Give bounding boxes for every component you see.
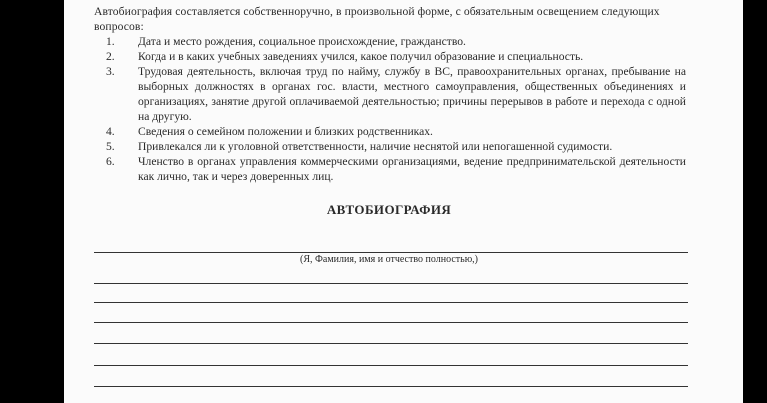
item-text: Дата и место рождения, социальное происхождение, гражданство. bbox=[138, 35, 466, 48]
document-title: АВТОБИОГРАФИЯ bbox=[326, 202, 452, 217]
list-item bbox=[106, 124, 686, 139]
writing-line bbox=[94, 343, 688, 344]
writing-line bbox=[94, 386, 688, 387]
item-number: 6. bbox=[106, 155, 115, 168]
item-text: Трудовая деятельность, включая труд по найму, службу в ВС, правоохранительных органах, пребывание на выборных должностях в органах гос. власти, местного самоуправления, общественных объединениях и организациях, занятие другой оплачиваемой деятельностью; причины перерывов в работе и перехода с одной на другую. bbox=[138, 65, 686, 123]
document-page bbox=[64, 0, 743, 403]
list-item bbox=[106, 34, 686, 49]
list-item bbox=[106, 49, 686, 64]
intro-text: Автобиография составляется собственноручно, в произвольной форме, с обязательным освещением следующих вопросов: bbox=[94, 5, 660, 33]
item-text: Сведения о семейном положении и близких родственниках. bbox=[138, 125, 433, 138]
writing-line bbox=[94, 283, 688, 284]
item-text: Членство в органах управления коммерческими организациями, ведение предпринимательской деятельности как лично, так и через доверенных лиц. bbox=[138, 155, 686, 183]
name-hint: (Я, Фамилия, имя и отчество полностью,) bbox=[300, 254, 478, 265]
item-number: 1. bbox=[106, 35, 115, 48]
item-number: 4. bbox=[106, 125, 115, 138]
name-line bbox=[94, 252, 688, 253]
item-text: Когда и в каких учебных заведениях учился, какое получил образование и специальность. bbox=[138, 50, 584, 63]
item-text: Привлекался ли к уголовной ответственности, наличие неснятой или непогашенной судимости. bbox=[138, 140, 613, 153]
questions-list bbox=[106, 34, 686, 184]
writing-line bbox=[94, 322, 688, 323]
list-item bbox=[106, 154, 686, 184]
list-item bbox=[106, 64, 686, 124]
writing-line bbox=[94, 365, 688, 366]
item-number: 5. bbox=[106, 140, 115, 153]
list-item bbox=[106, 139, 686, 154]
writing-line bbox=[94, 302, 688, 303]
item-number: 2. bbox=[106, 50, 115, 63]
item-number: 3. bbox=[106, 65, 115, 78]
